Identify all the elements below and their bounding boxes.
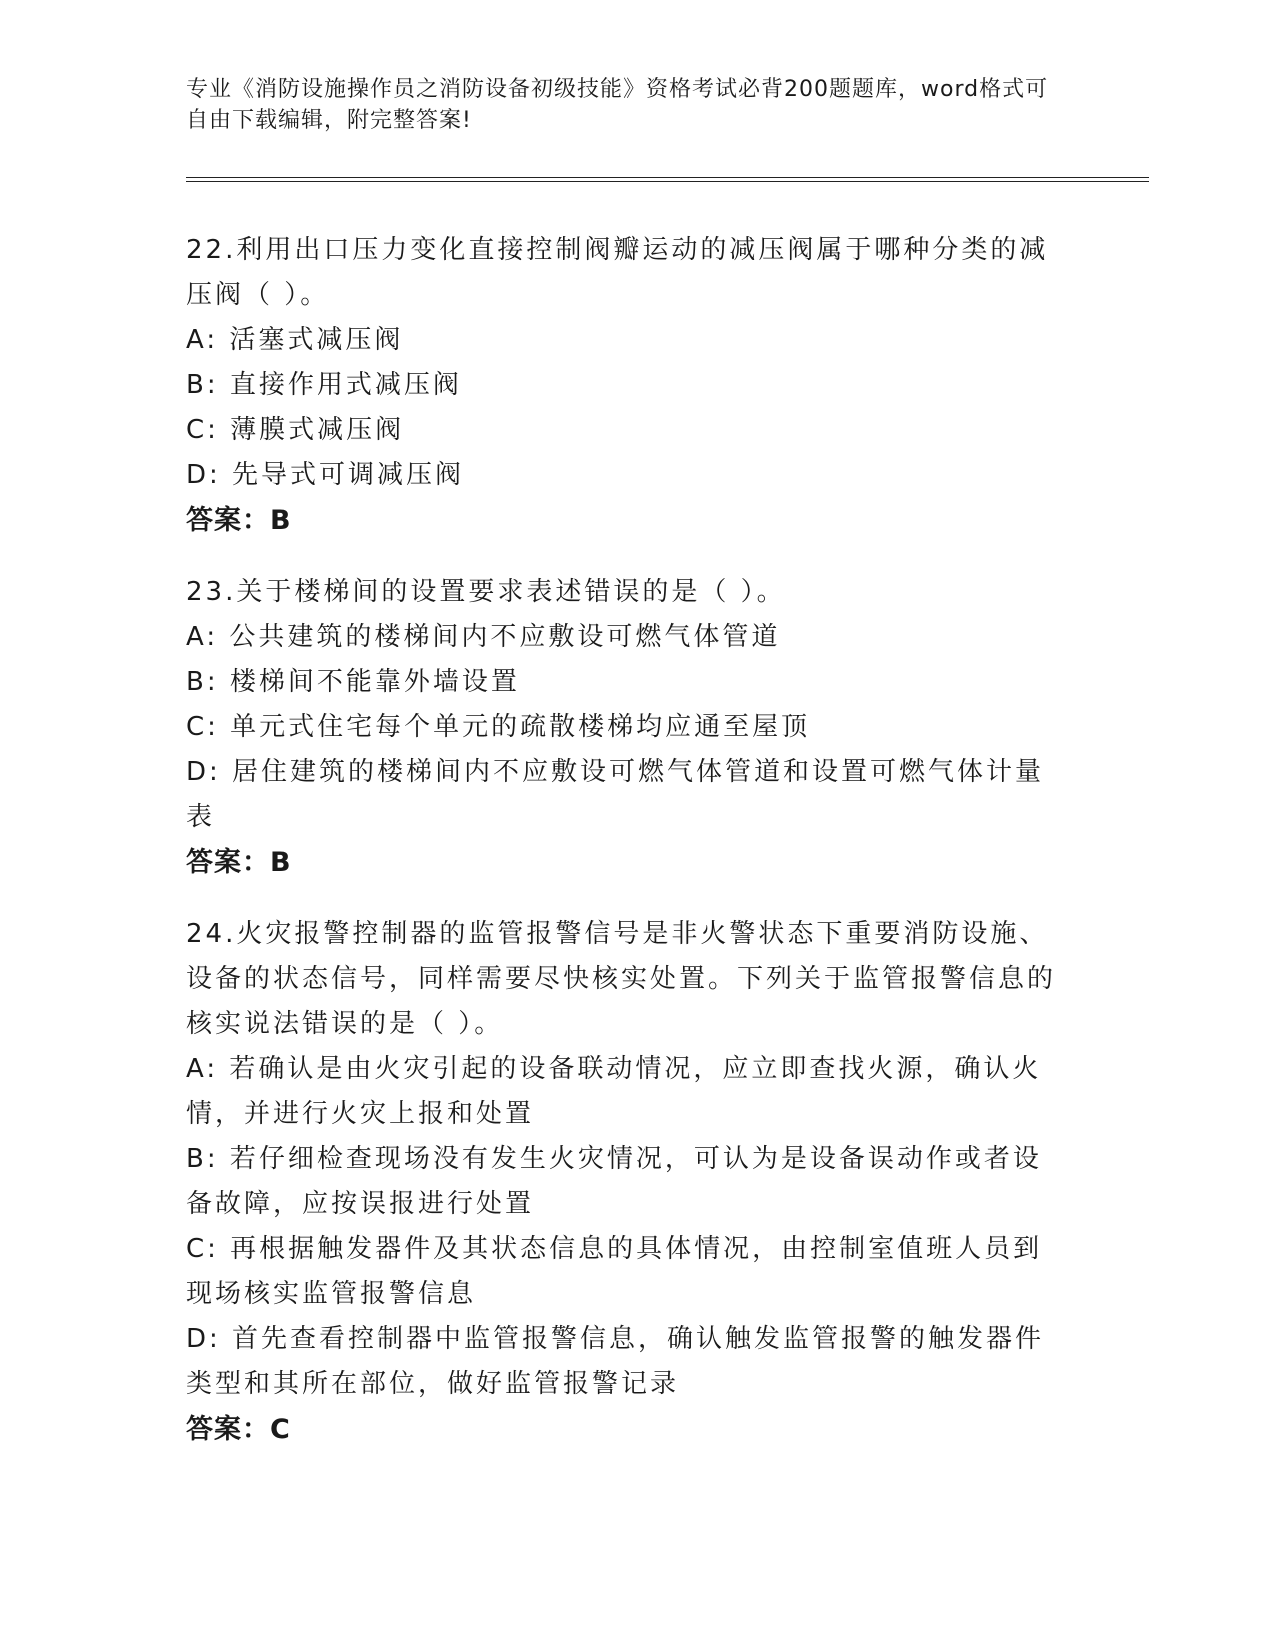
option-d: D: 居住建筑的楼梯间内不应敷设可燃气体管道和设置可燃气体计量表 xyxy=(186,757,1045,832)
option-a: A: 活塞式减压阀 xyxy=(186,325,404,355)
option-a: A: 公共建筑的楼梯间内不应敷设可燃气体管道 xyxy=(186,622,781,652)
header-divider xyxy=(186,177,1149,182)
option-b: B: 楼梯间不能靠外墙设置 xyxy=(186,667,520,697)
option-b: B: 若仔细检查现场没有发生火灾情况，可认为是设备误动作或者设备故障，应按误报进行处置 xyxy=(186,1144,1042,1219)
answer-label: 答案：B xyxy=(186,505,292,536)
option-c: C: 再根据触发器件及其状态信息的具体情况，由控制室值班人员到现场核实监管报警信息 xyxy=(186,1234,1043,1309)
question-23 xyxy=(186,570,1066,885)
question-22 xyxy=(186,228,1066,543)
option-d: D: 首先查看控制器中监管报警信息，确认触发监管报警的触发器件类型和其所在部位，做好监管报警记录 xyxy=(186,1324,1045,1399)
answer-label: 答案：B xyxy=(186,847,292,878)
option-c: C: 薄膜式减压阀 xyxy=(186,415,405,445)
question-stem: 22.利用出口压力变化直接控制阀瓣运动的减压阀属于哪种分类的减压阀（ ）。 xyxy=(186,235,1049,310)
question-24 xyxy=(186,912,1066,1452)
option-b: B: 直接作用式减压阀 xyxy=(186,370,462,400)
document-header: 专业《消防设施操作员之消防设备初级技能》资格考试必背200题题库，word格式可自由下载编辑，附完整答案! xyxy=(186,77,1049,133)
question-list xyxy=(186,228,1066,1479)
option-d: D: 先导式可调减压阀 xyxy=(186,460,465,490)
option-c: C: 单元式住宅每个单元的疏散楼梯均应通至屋顶 xyxy=(186,712,811,742)
answer-label: 答案：C xyxy=(186,1414,291,1445)
question-stem: 23.关于楼梯间的设置要求表述错误的是（ ）。 xyxy=(186,577,786,607)
question-stem: 24.火灾报警控制器的监管报警信号是非火警状态下重要消防设施、设备的状态信号，同样需要尽快核实处置。下列关于监管报警信息的核实说法错误的是（ ）。 xyxy=(186,919,1057,1039)
option-a: A: 若确认是由火灾引起的设备联动情况，应立即查找火源，确认火情，并进行火灾上报和处置 xyxy=(186,1054,1042,1129)
